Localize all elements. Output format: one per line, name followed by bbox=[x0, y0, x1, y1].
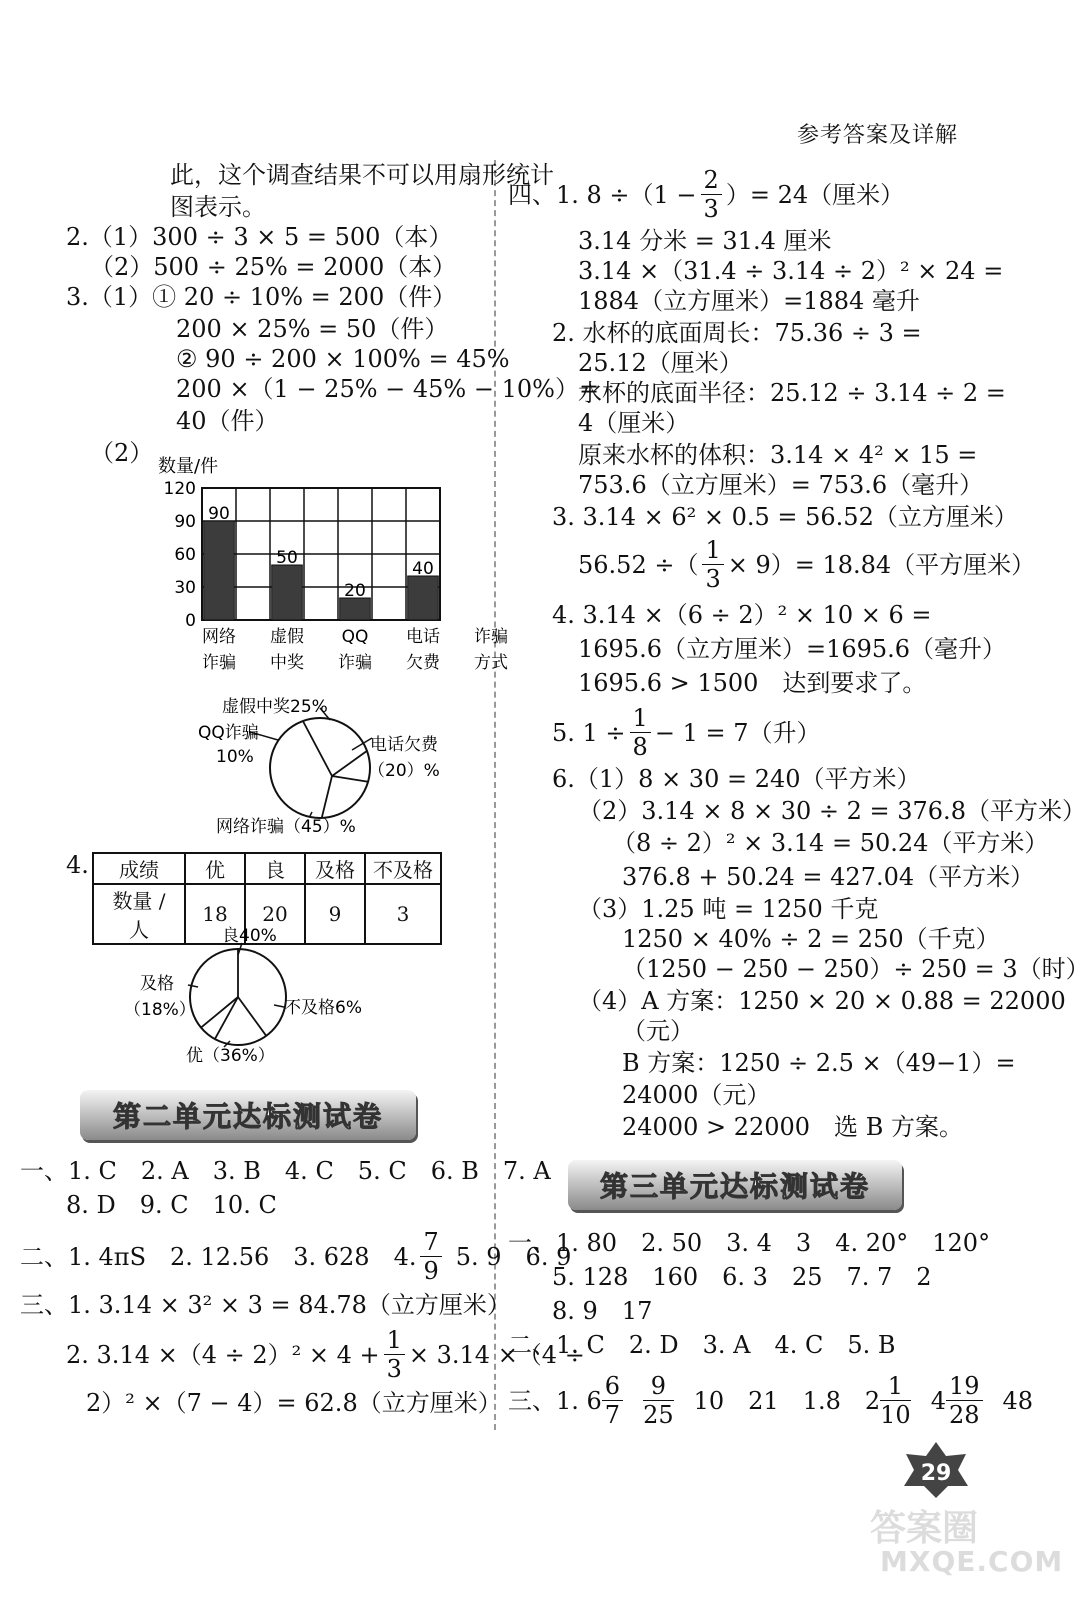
x-category-label: 诈骗 bbox=[338, 653, 372, 673]
pie-label: 良40% bbox=[222, 926, 277, 946]
pie-slice-edge bbox=[303, 721, 332, 776]
text-part: 56.52 ÷（ bbox=[578, 550, 699, 579]
denominator: 7 bbox=[604, 1401, 621, 1429]
answer-line: 40（件） bbox=[176, 407, 279, 435]
answer-line: ② 90 ÷ 200 × 100% = 45% bbox=[176, 345, 510, 373]
denominator: 28 bbox=[948, 1401, 980, 1429]
denominator: 25 bbox=[643, 1401, 674, 1429]
text-part: 10 21 1.8 2 bbox=[693, 1386, 881, 1415]
table-cell: 成绩 bbox=[93, 853, 185, 884]
bar-value-label: 90 bbox=[208, 504, 230, 524]
pie-label: 虚假中奖25% bbox=[222, 697, 328, 717]
fraction bbox=[384, 1326, 405, 1383]
pie-label: 及格 bbox=[140, 974, 174, 994]
x-category-label: 诈骗 bbox=[202, 653, 236, 673]
answer-line: 1695.6（立方厘米）=1695.6（毫升） bbox=[578, 635, 1007, 663]
text-part: 5. 1 ÷ bbox=[552, 718, 626, 747]
answer-line bbox=[578, 536, 1035, 593]
answer-line: 1884（立方厘米）=1884 毫升 bbox=[578, 287, 920, 315]
answer-line: （8 ÷ 2）² × 3.14 = 50.24（平方米） bbox=[612, 829, 1049, 857]
denominator: 3 bbox=[386, 1355, 402, 1383]
answer-line: 3. 3.14 × 6² × 0.5 = 56.52（立方厘米） bbox=[552, 503, 1018, 531]
answer-line: 2. 水杯的底面周长：75.36 ÷ 3 = bbox=[552, 319, 922, 347]
text-part: 4 bbox=[930, 1386, 946, 1415]
y-tick-label: 30 bbox=[174, 578, 196, 598]
text-part: 48 bbox=[1002, 1386, 1034, 1415]
numerator: 19 bbox=[946, 1372, 983, 1401]
pie-slice-edge bbox=[332, 751, 367, 776]
bar-value-label: 40 bbox=[412, 559, 434, 579]
fraction bbox=[946, 1372, 983, 1429]
numerator: 7 bbox=[420, 1228, 441, 1257]
bar-chart-ylabel: 数量/件 bbox=[158, 456, 219, 477]
x-category-label: 电话 bbox=[406, 627, 440, 647]
answer-line: 水杯的底面半径：25.12 ÷ 3.14 ÷ 2 = bbox=[578, 379, 1006, 407]
denominator: 8 bbox=[632, 733, 648, 761]
numerator: 9 bbox=[643, 1372, 674, 1401]
pie-label: 电话欠费 bbox=[370, 735, 438, 755]
answer-line: 200 × 25% = 50（件） bbox=[176, 315, 449, 343]
pie-slices bbox=[201, 949, 266, 1039]
answer-line bbox=[552, 704, 820, 761]
denominator: 9 bbox=[423, 1257, 439, 1285]
answer-line: （2）500 ÷ 25% = 2000（本） bbox=[90, 253, 457, 281]
numerator: 1 bbox=[384, 1326, 405, 1355]
fraction bbox=[643, 1372, 674, 1429]
bar-chart-grid bbox=[202, 488, 440, 620]
answer-line: 200 ×（1 − 25% − 45% − 10%）= bbox=[176, 375, 600, 403]
numerator: 1 bbox=[880, 1372, 911, 1401]
fraction bbox=[702, 536, 723, 593]
y-tick-label: 120 bbox=[163, 479, 196, 499]
numerator: 6 bbox=[602, 1372, 623, 1401]
text-part: × 9）= 18.84（平方厘米） bbox=[727, 550, 1036, 579]
answer-line: 原来水杯的体积：3.14 × 4² × 15 = bbox=[578, 441, 978, 469]
text-part: 二、1. 4πS 2. 12.56 3. 628 4. bbox=[20, 1242, 417, 1271]
watermark-logo: 答案圈 bbox=[870, 1508, 979, 1549]
table-cell: 不及格 bbox=[365, 853, 441, 884]
table-cell: 数量 / 人 bbox=[93, 884, 185, 944]
answer-line: （4）A 方案：1250 × 20 × 0.88 = 22000 bbox=[578, 987, 1066, 1015]
y-tick-label: 0 bbox=[185, 611, 196, 631]
x-category-label: 欠费 bbox=[406, 653, 440, 673]
bar bbox=[272, 565, 303, 620]
answer-line: （2） bbox=[90, 439, 154, 467]
page-number-badge bbox=[900, 1440, 972, 1500]
answer-line: 3.（1）① 20 ÷ 10% = 200（件） bbox=[66, 283, 457, 311]
answer-line: 4. 3.14 ×（6 ÷ 2）² × 10 × 6 = bbox=[552, 601, 932, 629]
table-row bbox=[93, 853, 441, 884]
denominator: 3 bbox=[703, 195, 719, 223]
text-part: ）= 24（厘米） bbox=[725, 180, 905, 209]
fraction bbox=[880, 1372, 911, 1429]
answer-line: （2）3.14 × 8 × 30 ÷ 2 = 376.8（平方米） bbox=[578, 797, 1086, 825]
answer-line: 一、1. 80 2. 50 3. 4 3 4. 20° 120° bbox=[508, 1229, 991, 1257]
text-part: − 1 = 7（升） bbox=[654, 718, 821, 747]
fraction bbox=[602, 1372, 623, 1429]
fraction bbox=[420, 1228, 441, 1285]
bar-chart-yticks bbox=[164, 479, 196, 631]
pie-slice-edge bbox=[201, 997, 238, 1028]
answer-line: 24000（元） bbox=[622, 1081, 771, 1109]
table-cell: 3 bbox=[365, 884, 441, 944]
bar-value-label: 50 bbox=[276, 548, 298, 568]
text-part: 四、1. 8 ÷（1 − bbox=[508, 180, 697, 209]
x-category-label: 虚假 bbox=[270, 627, 304, 647]
answer-line bbox=[508, 166, 904, 223]
bar-chart-categories bbox=[202, 627, 508, 673]
denominator: 10 bbox=[880, 1401, 911, 1429]
answer-line: （元） bbox=[622, 1017, 694, 1045]
bar-chart bbox=[150, 450, 508, 690]
answer-line: 8. D 9. C 10. C bbox=[66, 1191, 277, 1219]
text-part: 三、1. 6 bbox=[508, 1386, 602, 1415]
y-tick-label: 60 bbox=[174, 545, 196, 565]
bar-value-label: 20 bbox=[344, 581, 366, 601]
text-part: × 3.14 ×（4 ÷ bbox=[408, 1340, 585, 1369]
pie-slice-edge bbox=[332, 776, 368, 782]
watermark-url: MXQE.COM bbox=[880, 1545, 1064, 1578]
numerator: 1 bbox=[630, 704, 651, 733]
fraction bbox=[701, 166, 722, 223]
table-cell: 及格 bbox=[305, 853, 365, 884]
answer-line: 此，这个调查结果不可以用扇形统计 bbox=[170, 161, 554, 189]
answer-line: 753.6（立方厘米）= 753.6（毫升） bbox=[578, 471, 984, 499]
answer-line: 4. bbox=[66, 851, 89, 879]
answer-line: 3.14 分米 = 31.4 厘米 bbox=[578, 227, 832, 255]
answer-line: 二、1. C 2. D 3. A 4. C 5. B bbox=[508, 1331, 896, 1359]
pie-label: 不及格6% bbox=[284, 998, 362, 1018]
x-category-label: QQ bbox=[341, 627, 369, 647]
x-category-label: 方式 bbox=[474, 653, 508, 673]
answer-line: 2）² ×（7 − 4）= 62.8（立方厘米） bbox=[86, 1389, 502, 1417]
answer-line bbox=[66, 1326, 585, 1383]
answer-line: 2.（1）300 ÷ 3 × 5 = 500（本） bbox=[66, 223, 453, 251]
numerator: 1 bbox=[702, 536, 723, 565]
answer-line: 24000 > 22000 选 B 方案。 bbox=[622, 1113, 963, 1141]
bar bbox=[204, 521, 235, 620]
page-header-title: 参考答案及详解 bbox=[796, 123, 958, 148]
pie-label: 10% bbox=[216, 747, 254, 767]
answer-line: 25.12（厘米） bbox=[578, 349, 743, 377]
answer-line: B 方案：1250 ÷ 2.5 ×（49−1）= bbox=[622, 1049, 1016, 1077]
pie-slice-edge bbox=[322, 776, 332, 818]
answer-line: 一、1. C 2. A 3. B 4. C 5. C 6. B 7. A bbox=[20, 1157, 551, 1185]
answer-line: 376.8 + 50.24 = 427.04（平方米） bbox=[622, 863, 1035, 891]
pie-label: 网络诈骗（45）% bbox=[216, 817, 356, 837]
answer-line bbox=[20, 1228, 571, 1285]
pie-label: QQ诈骗 bbox=[198, 723, 259, 743]
answer-line: 三、1. 3.14 × 3² × 3 = 84.78（立方厘米） bbox=[20, 1291, 511, 1319]
answer-line: 6.（1）8 × 30 = 240（平方米） bbox=[552, 765, 921, 793]
answer-line bbox=[508, 1372, 1033, 1429]
table-cell: 良 bbox=[245, 853, 305, 884]
numerator: 2 bbox=[701, 166, 722, 195]
unit2-banner: 第二单元达标测试卷 bbox=[80, 1090, 416, 1140]
table-cell: 优 bbox=[185, 853, 245, 884]
answer-line: （1250 − 250 − 250）÷ 250 = 3（时） bbox=[622, 955, 1090, 983]
bar bbox=[408, 576, 439, 620]
page-number: 29 bbox=[920, 1461, 952, 1486]
text-part: 2. 3.14 ×（4 ÷ 2）² × 4 + bbox=[66, 1340, 380, 1369]
answer-line: 5. 128 160 6. 3 25 7. 7 2 bbox=[552, 1263, 932, 1291]
denominator: 3 bbox=[705, 565, 721, 593]
text-part: 5. 9 6. 9 bbox=[455, 1242, 572, 1271]
pie-slice-edge bbox=[215, 997, 238, 1039]
table-cell: 20 bbox=[245, 884, 305, 944]
y-tick-label: 90 bbox=[174, 512, 196, 532]
bar bbox=[340, 598, 371, 620]
answer-line: 1695.6 > 1500 达到要求了。 bbox=[578, 669, 927, 697]
unit3-banner: 第三单元达标测试卷 bbox=[568, 1160, 902, 1210]
table-cell: 18 bbox=[185, 884, 245, 944]
answer-line: 4（厘米） bbox=[578, 409, 690, 437]
x-category-label: 诈骗 bbox=[474, 627, 508, 647]
pie-chart-fraud bbox=[190, 690, 490, 840]
pie-circle bbox=[270, 718, 370, 818]
x-category-label: 中奖 bbox=[270, 653, 304, 673]
pie-chart-grades bbox=[118, 915, 418, 1075]
table-cell: 9 bbox=[305, 884, 365, 944]
answer-line: 1250 × 40% ÷ 2 = 250（千克） bbox=[622, 925, 1000, 953]
pie-label: 优（36%） bbox=[186, 1046, 275, 1066]
pie-label: （20）% bbox=[368, 761, 440, 781]
pie-slice-edge bbox=[238, 997, 266, 1036]
answer-line: 3.14 ×（31.4 ÷ 3.14 ÷ 2）² × 24 = bbox=[578, 257, 1004, 285]
answer-line: 8. 9 17 bbox=[552, 1297, 653, 1325]
answer-line: 图表示。 bbox=[170, 193, 266, 221]
answer-line: （3）1.25 吨 = 1250 千克 bbox=[578, 895, 879, 923]
fraction bbox=[630, 704, 651, 761]
pie-label: （18%） bbox=[124, 1000, 196, 1020]
x-category-label: 网络 bbox=[202, 627, 236, 647]
